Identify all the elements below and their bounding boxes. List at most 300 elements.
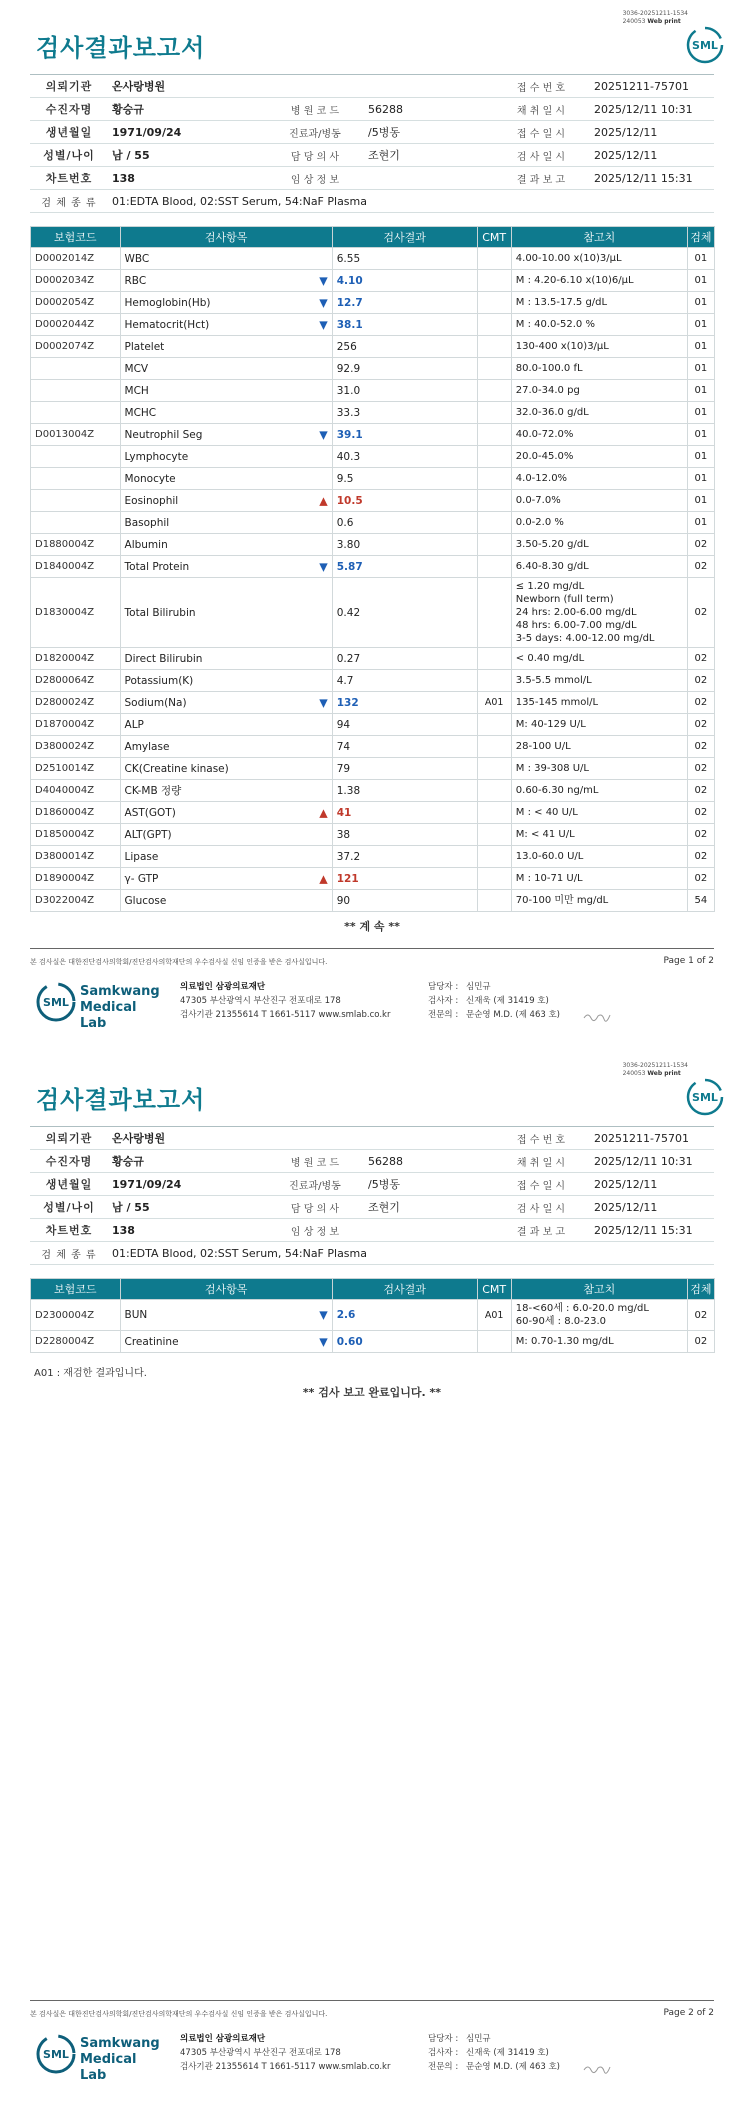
test-item (120, 490, 332, 512)
specimen-code: 01 (687, 468, 714, 490)
result-row (31, 424, 715, 446)
patient-info-table (30, 74, 714, 213)
institution-value: 온사랑병원 (108, 75, 492, 98)
a01-note: A01 : 재검한 결과입니다. (34, 1368, 147, 1379)
signature-icon (582, 1010, 612, 1024)
reference-range (511, 824, 687, 846)
low-flag-icon: ▼ (319, 428, 328, 441)
hospital-code-label: 병 원 코 드 (266, 1150, 364, 1173)
specimen-code: 02 (687, 692, 714, 714)
specimen-code: 01 (687, 248, 714, 270)
test-item-label: CK-MB 정량 (124, 785, 182, 797)
test-item-label: AST(GOT) (124, 806, 176, 819)
signature-icon (582, 2062, 612, 2076)
contact: 검사기관 21355614 T 1661-5117 www.smlab.co.kr (180, 1010, 391, 1020)
print-code (623, 10, 688, 26)
insurance-code: D4040004Z (31, 780, 121, 802)
test-item (120, 512, 332, 534)
reference-text: 13.0-60.0 U/L (515, 851, 584, 862)
insurance-code: D0002044Z (31, 314, 121, 336)
insurance-code: D0002034Z (31, 270, 121, 292)
reference-range (511, 314, 687, 336)
col-code-header: 보험코드 (31, 227, 121, 248)
test-result: 4.7 (332, 670, 477, 692)
test-item-label: MCH (124, 384, 149, 397)
footer-divider (30, 2000, 714, 2001)
result-row (31, 648, 715, 670)
specimen-code: 02 (687, 1300, 714, 1331)
test-item (120, 824, 332, 846)
org-name: 의료법인 삼광의료재단 (180, 982, 266, 992)
dept-label: 진료과/병동 (266, 121, 364, 144)
cmt-code (477, 248, 511, 270)
reference-text: 28-100 U/L (515, 741, 571, 752)
low-flag-icon: ▼ (319, 1335, 328, 1348)
chart-label: 차트번호 (30, 1219, 108, 1242)
footer-address (180, 980, 390, 1022)
collected-value: 2025/12/11 10:31 (590, 98, 714, 121)
low-flag-icon: ▼ (319, 296, 328, 309)
clinical-value (364, 1219, 492, 1242)
insurance-code: D1870004Z (31, 714, 121, 736)
receipt-no-label: 접 수 번 호 (492, 75, 590, 98)
test-item-label: Hemoglobin(Hb) (124, 296, 211, 309)
reference-text: 0.0-2.0 % (515, 517, 564, 528)
patient-label: 수진자명 (30, 98, 108, 121)
reference-range (511, 692, 687, 714)
test-item-label: Sodium(Na) (124, 696, 187, 709)
specialist-value: 문순영 M.D. (제 463 호) (466, 2062, 561, 2072)
specimen-code: 01 (687, 402, 714, 424)
col-ref-header: 참고치 (511, 227, 687, 248)
reference-range (511, 380, 687, 402)
reference-range (511, 512, 687, 534)
col-ref-header: 참고치 (511, 1279, 687, 1300)
specimen-code: 01 (687, 424, 714, 446)
print-code-line1: 3036-20251211-1534 (622, 1062, 688, 1069)
specimen-code: 02 (687, 824, 714, 846)
test-result: 1.38 (332, 780, 477, 802)
insurance-code: D1860004Z (31, 802, 121, 824)
insurance-code: D3800024Z (31, 736, 121, 758)
address: 47305 부산광역시 부산진구 전포대로 178 (180, 996, 341, 1006)
test-item-label: Amylase (124, 740, 170, 753)
reference-range (511, 578, 687, 648)
received-label: 접 수 일 시 (492, 1173, 590, 1196)
reference-range (511, 802, 687, 824)
result-row (31, 692, 715, 714)
received-label: 접 수 일 시 (492, 121, 590, 144)
doctor-label: 담 당 의 사 (266, 1196, 364, 1219)
test-result: 79 (332, 758, 477, 780)
chart-label: 차트번호 (30, 167, 108, 190)
insurance-code: D0002074Z (31, 336, 121, 358)
clinical-label: 임 상 정 보 (266, 167, 364, 190)
test-result: 41 (332, 802, 477, 824)
reference-text: 3.50-5.20 g/dL (515, 539, 589, 550)
cmt-code (477, 868, 511, 890)
result-row (31, 468, 715, 490)
test-item (120, 1331, 332, 1353)
collected-value: 2025/12/11 10:31 (590, 1150, 714, 1173)
test-item-label: Platelet (124, 340, 165, 353)
cmt-code (477, 670, 511, 692)
result-row (31, 824, 715, 846)
col-cmt-header: CMT (477, 227, 511, 248)
col-item-header: 검사항목 (120, 1279, 332, 1300)
test-item-label: MCHC (124, 406, 157, 419)
hospital-code-label: 병 원 코 드 (266, 98, 364, 121)
insurance-code (31, 512, 121, 534)
print-code-line1: 3036-20251211-1534 (622, 10, 688, 17)
clinical-label: 임 상 정 보 (266, 1219, 364, 1242)
specimen-code: 54 (687, 890, 714, 912)
logo-line2: Medical Lab (80, 2052, 137, 2083)
reference-range (511, 758, 687, 780)
report-title: 검사결과보고서 (36, 1086, 206, 1114)
manager-label: 담당자 : (428, 2034, 459, 2044)
test-item (120, 270, 332, 292)
collected-label: 채 취 일 시 (492, 98, 590, 121)
reference-range (511, 670, 687, 692)
test-item-label: Direct Bilirubin (124, 652, 203, 665)
specimen-code: 01 (687, 270, 714, 292)
test-item (120, 380, 332, 402)
test-item-label: Creatinine (124, 1335, 179, 1348)
test-item-label: Total Bilirubin (124, 606, 196, 619)
certification-text: 본 검사실은 대한진단검사의학회/진단검사의학재단의 우수검사실 신임 인증을 받은 검사실입니다. (30, 2010, 328, 2018)
test-item-label: Monocyte (124, 472, 176, 485)
dob-value: 1971/09/24 (108, 1173, 266, 1196)
cmt-code (477, 270, 511, 292)
test-item (120, 868, 332, 890)
dept-label: 진료과/병동 (266, 1173, 364, 1196)
insurance-code: D2280004Z (31, 1331, 121, 1353)
result-row (31, 270, 715, 292)
test-result: 10.5 (332, 490, 477, 512)
print-code-web: Web print (647, 18, 681, 25)
test-item-label: Glucose (124, 894, 167, 907)
result-row (31, 578, 715, 648)
test-item (120, 314, 332, 336)
specimen-code: 02 (687, 556, 714, 578)
patient-info-table (30, 1126, 714, 1265)
insurance-code: D2300004Z (31, 1300, 121, 1331)
cmt-code (477, 802, 511, 824)
dob-label: 생년월일 (30, 1173, 108, 1196)
test-result: 33.3 (332, 402, 477, 424)
test-result: 132 (332, 692, 477, 714)
insurance-code: D0002054Z (31, 292, 121, 314)
test-result: 0.27 (332, 648, 477, 670)
footer-logo-text: SML (43, 2048, 69, 2061)
test-item-label: CK(Creatine kinase) (124, 762, 229, 775)
tester-value: 신재욱 (제 31419 호) (466, 2048, 549, 2058)
test-item-label: BUN (124, 1309, 148, 1321)
test-result: 31.0 (332, 380, 477, 402)
sex-age-label: 성별/나이 (30, 1196, 108, 1219)
reference-text: 3.5-5.5 mmol/L (515, 675, 592, 686)
cmt-code (477, 380, 511, 402)
patient-value: 황승규 (108, 1150, 266, 1173)
reference-range (511, 714, 687, 736)
reference-text: 4.00-10.00 x(10)3/μL (515, 253, 622, 264)
footer-staff (428, 980, 560, 1022)
cmt-code (477, 534, 511, 556)
cmt-code (477, 648, 511, 670)
report-page-2 (0, 1052, 744, 2104)
reference-text: 6.40-8.30 g/dL (515, 561, 589, 572)
result-row (31, 736, 715, 758)
cmt-code (477, 336, 511, 358)
specimen-label: 검 체 종 류 (30, 190, 108, 213)
reference-text: ≤ 1.20 mg/dL Newborn (full term) 24 hrs: 2.00-6.00 mg/dL 48 hrs: 6.00-7.00 mg/dL 3-5 days: 4.00-12.00 mg/dL (515, 581, 655, 644)
test-item (120, 758, 332, 780)
test-result: 0.60 (332, 1331, 477, 1353)
logo-line2: Medical Lab (80, 1000, 137, 1031)
specimen-code: 01 (687, 292, 714, 314)
high-flag-icon: ▲ (319, 494, 328, 507)
test-result: 37.2 (332, 846, 477, 868)
logo-text: SML (692, 1091, 718, 1104)
low-flag-icon: ▼ (319, 318, 328, 331)
specialist-label: 전문의 : (428, 2062, 459, 2072)
specimen-code: 02 (687, 578, 714, 648)
print-code-line2: 240053 (622, 18, 646, 25)
specimen-code: 02 (687, 534, 714, 556)
cmt-code (477, 1331, 511, 1353)
hospital-code-value: 56288 (364, 1150, 492, 1173)
hospital-code-value: 56288 (364, 98, 492, 121)
reported-label: 결 과 보 고 (492, 167, 590, 190)
test-item-label: Lymphocyte (124, 450, 189, 463)
col-cmt-header: CMT (477, 1279, 511, 1300)
test-item (120, 292, 332, 314)
footer-divider (30, 948, 714, 949)
result-row (31, 802, 715, 824)
reference-range (511, 336, 687, 358)
cmt-code (477, 490, 511, 512)
received-value: 2025/12/11 (590, 1173, 714, 1196)
low-flag-icon: ▼ (319, 696, 328, 709)
collected-label: 채 취 일 시 (492, 1150, 590, 1173)
test-item (120, 336, 332, 358)
reference-text: M: 0.70-1.30 mg/dL (515, 1336, 614, 1347)
result-row (31, 292, 715, 314)
test-result: 4.10 (332, 270, 477, 292)
results-table (30, 1278, 715, 1353)
insurance-code: D0002014Z (31, 248, 121, 270)
insurance-code (31, 380, 121, 402)
reference-range (511, 1300, 687, 1331)
specimen-code: 01 (687, 314, 714, 336)
insurance-code: D1890004Z (31, 868, 121, 890)
col-item-header: 검사항목 (120, 227, 332, 248)
institution-label: 의뢰기관 (30, 75, 108, 98)
reference-range (511, 358, 687, 380)
test-item-label: Total Protein (124, 560, 190, 573)
cmt-code (477, 780, 511, 802)
col-result-header: 검사결과 (332, 227, 477, 248)
page-number: Page 2 of 2 (663, 2008, 714, 2018)
test-item-label: Hematocrit(Hct) (124, 318, 210, 331)
reference-range (511, 446, 687, 468)
cmt-code (477, 736, 511, 758)
reference-range (511, 890, 687, 912)
footer-logo-text: SML (43, 996, 69, 1009)
cmt-code: A01 (477, 1300, 511, 1331)
result-row (31, 336, 715, 358)
cmt-code (477, 446, 511, 468)
cmt-code (477, 578, 511, 648)
reference-range (511, 556, 687, 578)
test-result: 0.6 (332, 512, 477, 534)
insurance-code: D1850004Z (31, 824, 121, 846)
high-flag-icon: ▲ (319, 806, 328, 819)
cmt-code (477, 846, 511, 868)
insurance-code: D2800024Z (31, 692, 121, 714)
sex-age-value: 남 / 55 (108, 1196, 266, 1219)
tested-label: 검 사 일 시 (492, 1196, 590, 1219)
result-row (31, 868, 715, 890)
test-result: 40.3 (332, 446, 477, 468)
test-result: 90 (332, 890, 477, 912)
reference-range (511, 846, 687, 868)
reported-value: 2025/12/11 15:31 (590, 1219, 714, 1242)
sml-footer-logo-icon (36, 2034, 76, 2074)
test-item (120, 714, 332, 736)
cmt-code (477, 512, 511, 534)
result-row (31, 402, 715, 424)
reference-text: 130-400 x(10)3/μL (515, 341, 609, 352)
logo-line1: Samkwang (80, 2036, 160, 2051)
test-item-label: Lipase (124, 850, 159, 863)
test-result: 12.7 (332, 292, 477, 314)
col-specimen-header: 검체 (687, 1279, 714, 1300)
high-flag-icon: ▲ (319, 872, 328, 885)
insurance-code: D3022004Z (31, 890, 121, 912)
print-code-web: Web print (647, 1070, 681, 1077)
specimen-code: 02 (687, 648, 714, 670)
specimen-code: 02 (687, 758, 714, 780)
sml-logo-icon (686, 26, 724, 64)
cmt-code (477, 824, 511, 846)
specimen-code: 02 (687, 670, 714, 692)
test-result: 74 (332, 736, 477, 758)
cmt-code (477, 358, 511, 380)
specialist-label: 전문의 : (428, 1010, 459, 1020)
result-row (31, 758, 715, 780)
result-row (31, 846, 715, 868)
reference-range (511, 468, 687, 490)
reference-text: M: 40-129 U/L (515, 719, 586, 730)
reference-text: M : < 40 U/L (515, 807, 578, 818)
insurance-code: D1840004Z (31, 556, 121, 578)
print-code (623, 1062, 688, 1078)
org-name: 의료법인 삼광의료재단 (180, 2034, 266, 2044)
cmt-code (477, 714, 511, 736)
tested-value: 2025/12/11 (590, 144, 714, 167)
reference-text: M : 10-71 U/L (515, 873, 583, 884)
institution-label: 의뢰기관 (30, 1127, 108, 1150)
page-number: Page 1 of 2 (663, 956, 714, 966)
test-result: 5.87 (332, 556, 477, 578)
test-result: 121 (332, 868, 477, 890)
reference-text: 20.0-45.0% (515, 451, 574, 462)
clinical-value (364, 167, 492, 190)
specimen-code: 01 (687, 358, 714, 380)
result-row (31, 314, 715, 336)
specimen-code: 02 (687, 846, 714, 868)
cmt-code (477, 468, 511, 490)
test-item (120, 468, 332, 490)
sex-age-value: 남 / 55 (108, 144, 266, 167)
logo-text: SML (692, 39, 718, 52)
test-item (120, 578, 332, 648)
result-row (31, 670, 715, 692)
cmt-code (477, 424, 511, 446)
sex-age-label: 성별/나이 (30, 144, 108, 167)
test-result: 38.1 (332, 314, 477, 336)
reference-text: 0.0-7.0% (515, 495, 561, 506)
test-item (120, 446, 332, 468)
result-row (31, 780, 715, 802)
samkwang-logo (36, 980, 160, 1031)
cmt-code (477, 314, 511, 336)
doctor-value: 조현기 (364, 1196, 492, 1219)
test-item (120, 670, 332, 692)
test-item-label: Potassium(K) (124, 674, 194, 687)
reference-range (511, 490, 687, 512)
sml-footer-logo-icon (36, 982, 76, 1022)
reference-text: 4.0-12.0% (515, 473, 568, 484)
reference-range (511, 270, 687, 292)
test-item (120, 648, 332, 670)
specimen-code: 01 (687, 512, 714, 534)
low-flag-icon: ▼ (319, 560, 328, 573)
specimen-code: 02 (687, 714, 714, 736)
col-result-header: 검사결과 (332, 1279, 477, 1300)
cmt-code (477, 758, 511, 780)
test-item (120, 402, 332, 424)
specimen-code: 02 (687, 868, 714, 890)
reference-text: 32.0-36.0 g/dL (515, 407, 589, 418)
test-result: 39.1 (332, 424, 477, 446)
result-row (31, 1331, 715, 1353)
footer-staff (428, 2032, 560, 2074)
test-item-label: MCV (124, 362, 149, 375)
sml-logo-icon (686, 1078, 724, 1116)
insurance-code: D0013004Z (31, 424, 121, 446)
result-row (31, 380, 715, 402)
specimen-label: 검 체 종 류 (30, 1242, 108, 1265)
test-item-label: γ- GTP (124, 872, 159, 885)
results-table (30, 226, 715, 912)
test-result: 256 (332, 336, 477, 358)
reference-range (511, 648, 687, 670)
result-row (31, 490, 715, 512)
tester-label: 검사자 : (428, 996, 459, 1006)
test-item-label: Neutrophil Seg (124, 428, 203, 441)
insurance-code (31, 468, 121, 490)
specimen-code: 02 (687, 802, 714, 824)
test-item (120, 556, 332, 578)
specimen-code: 01 (687, 446, 714, 468)
manager-value: 심민규 (466, 982, 491, 992)
cmt-code: A01 (477, 692, 511, 714)
cmt-code (477, 556, 511, 578)
test-item (120, 358, 332, 380)
